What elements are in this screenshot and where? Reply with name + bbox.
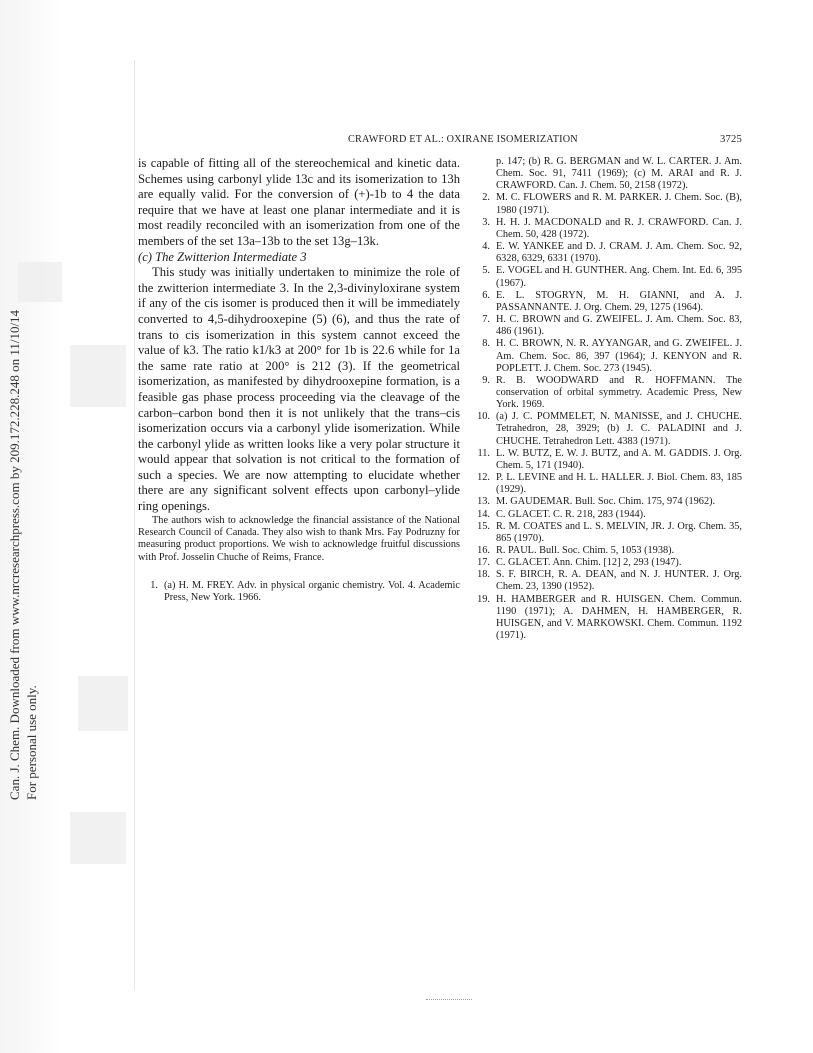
- reference-number: 7.: [482, 314, 490, 326]
- reference-text: C. GLACET. Ann. Chim. [12] 2, 293 (1947).: [496, 557, 682, 569]
- reference-text: H. H. J. MACDONALD and R. J. CRAWFORD. Can. J. Chem. 50, 428 (1972).: [496, 216, 742, 240]
- reference-number: 6.: [482, 289, 490, 301]
- reference-item: [470, 290, 742, 314]
- body-paragraph: is capable of fitting all of the stereochemical and kinetic data. Schemes using carbonyl ylide 13c and its isomerization to 13h are equally valid. For the conversion of (+)-1b to 4 the data require that we have at least one planar intermediate and it is most readily reconciled with an isomerization from one of the members of the set 13a–13b to the set 13g–13k.: [138, 156, 460, 248]
- reference-number: 13.: [477, 496, 490, 508]
- scan-noise-patch: [70, 812, 126, 864]
- reference-number: 4.: [482, 241, 490, 253]
- reference-item: [470, 569, 742, 593]
- page-number: 3725: [720, 134, 742, 145]
- reference-number: 1.: [150, 579, 158, 591]
- reference-item: [470, 241, 742, 265]
- acknowledgment-paragraph: The authors wish to acknowledge the financial assistance of the National Research Council of Canada. They also wish to thank Mrs. Fay Podruzny for measuring product proportions. We wish to acknowledge fruitful discussions with Prof. Josselin Chuche of Reims, France.: [138, 514, 460, 563]
- reference-item: [470, 314, 742, 338]
- reference-item: [470, 448, 742, 472]
- scan-gutter-line: [134, 60, 135, 990]
- reference-text: (a) J. C. POMMELET, N. MANISSE, and J. CHUCHE. Tetrahedron, 28, 3929; (b) J. C. PALADINI and J. CHUCHE. Tetrahedron Lett. 4383 (1971).: [496, 411, 742, 447]
- watermark-line-download: Can. J. Chem. Downloaded from www.nrcresearchpress.com by 209.172.228.248 on 11/10/14: [7, 309, 22, 800]
- reference-text: L. W. BUTZ, E. W. J. BUTZ, and A. M. GADDIS. J. Org. Chem. 5, 171 (1940).: [496, 447, 742, 471]
- running-title: CRAWFORD ET AL.: OXIRANE ISOMERIZATION: [348, 134, 578, 145]
- reference-number: 3.: [482, 216, 490, 228]
- reference-number: 9.: [482, 374, 490, 386]
- reference-text: E. L. STOGRYN, M. H. GIANNI, and A. J. PASSANNANTE. J. Org. Chem. 29, 1275 (1964).: [496, 289, 742, 313]
- reference-item: [470, 472, 742, 496]
- reference-text: E. W. YANKEE and D. J. CRAM. J. Am. Chem. Soc. 92, 6328, 6329, 6331 (1970).: [496, 241, 742, 265]
- reference-text: (a) H. M. FREY. Adv. in physical organic chemistry. Vol. 4. Academic Press, New York. 1966.: [164, 579, 460, 604]
- reference-item: [470, 594, 742, 643]
- reference-continuation: [470, 156, 742, 192]
- reference-item: [470, 192, 742, 216]
- reference-text: H. C. BROWN and G. ZWEIFEL. J. Am. Chem. Soc. 83, 486 (1961).: [496, 314, 742, 338]
- reference-text: E. VOGEL and H. GUNTHER. Ang. Chem. Int. Ed. 6, 395 (1967).: [496, 265, 742, 289]
- reference-item: [470, 411, 742, 447]
- reference-item: [470, 375, 742, 411]
- left-column: [138, 156, 460, 604]
- reference-text: H. HAMBERGER and R. HUISGEN. Chem. Commun. 1190 (1971); A. DAHMEN, H. HAMBERGER, R. HUISGEN, and V. MARKOWSKI. Chem. Commun. 1192 (1971).: [496, 593, 742, 642]
- reference-text: R. B. WOODWARD and R. HOFFMANN. The conservation of orbital symmetry. Academic Press, New York. 1969.: [496, 374, 742, 411]
- reference-text: S. F. BIRCH, R. A. DEAN, and N. J. HUNTER. J. Org. Chem. 23, 1390 (1952).: [496, 569, 742, 593]
- reference-list: [470, 192, 742, 642]
- reference-number: 16.: [477, 545, 490, 556]
- reference-number: 5.: [482, 265, 490, 277]
- scan-noise-patch: [70, 345, 126, 407]
- reference-text: C. GLACET. C. R. 218, 283 (1944).: [496, 508, 646, 520]
- reference-item: [470, 521, 742, 545]
- reference-item: [470, 265, 742, 289]
- reference-number: 19.: [477, 593, 490, 605]
- reference-number: 2.: [482, 192, 490, 204]
- body-paragraph: This study was initially undertaken to minimize the role of the zwitterion intermediate 3. In the 2,3-divinyloxirane system if any of the cis isomer is produced then it will be immediately converted to 4,5-dihydrooxepine (5) (6), and thus the rate of trans to cis isomerization in this system cannot exceed the value of k3. The ratio k1/k3 at 200° for 1b is 22.6 while for 1a the same rate ratio at 200° is 212 (3). If the geometrical isomerization, as manifested by dihydrooxepine formation, is a feasible gas phase process proceeding via the cleavage of the carbon–carbon bond then it is not unlikely that the trans–cis isomerization occurs via a carbonyl ylide isomerization. While the carbonyl ylide as written looks like a very polar structure it would appear that solvation is not critical to the formation of such a species. We are now attempting to elucidate whether there are any significant solvent effects upon carbonyl–ylide ring openings.: [138, 265, 460, 514]
- reference-item: [470, 496, 742, 508]
- watermark-line-personal-use: For personal use only.: [24, 685, 39, 800]
- reference-number: 14.: [477, 508, 490, 520]
- reference-number: 12.: [477, 472, 490, 484]
- download-watermark: [6, 0, 50, 800]
- reference-item: [138, 580, 460, 605]
- reference-text: R. PAUL. Bull. Soc. Chim. 5, 1053 (1938).: [496, 545, 675, 556]
- page-header: [138, 134, 742, 150]
- reference-number: 11.: [477, 447, 490, 459]
- reference-text: R. M. COATES and L. S. MELVIN, JR. J. Org. Chem. 35, 865 (1970).: [496, 520, 742, 544]
- reference-text: M. GAUDEMAR. Bull. Soc. Chim. 175, 974 (1962).: [496, 496, 716, 508]
- reference-text: H. C. BROWN, N. R. AYYANGAR, and G. ZWEIFEL. J. Am. Chem. Soc. 86, 397 (1964); J. KENYON and R. POPLETT. J. Chem. Soc. 273 (1945).: [496, 338, 742, 374]
- reference-number: 8.: [482, 338, 490, 350]
- reference-number: 15.: [477, 520, 490, 532]
- reference-number: 18.: [477, 569, 490, 581]
- scan-footer-mark: [426, 999, 472, 1002]
- reference-item: [470, 557, 742, 569]
- reference-text: M. C. FLOWERS and R. M. PARKER. J. Chem. Soc. (B), 1980 (1971).: [496, 192, 742, 216]
- reference-item: [470, 217, 742, 241]
- scan-noise-patch: [78, 676, 128, 731]
- reference-number: 17.: [477, 557, 490, 569]
- reference-item: [470, 545, 742, 557]
- reference-item: [470, 509, 742, 521]
- reference-number: 10.: [477, 411, 490, 423]
- right-column: [470, 156, 742, 642]
- reference-text: P. L. LEVINE and H. L. HALLER. J. Biol. Chem. 83, 185 (1929).: [496, 472, 742, 496]
- subsection-heading: (c) The Zwitterion Intermediate 3: [138, 249, 307, 264]
- reference-item: [470, 338, 742, 374]
- reference-text: p. 147; (b) R. G. BERGMAN and W. L. CARTER. J. Am. Chem. Soc. 91, 7411 (1969); (c) M. ARAI and R. J. CRAWFORD. Can. J. Chem. 50, 2158 (1972).: [496, 156, 742, 192]
